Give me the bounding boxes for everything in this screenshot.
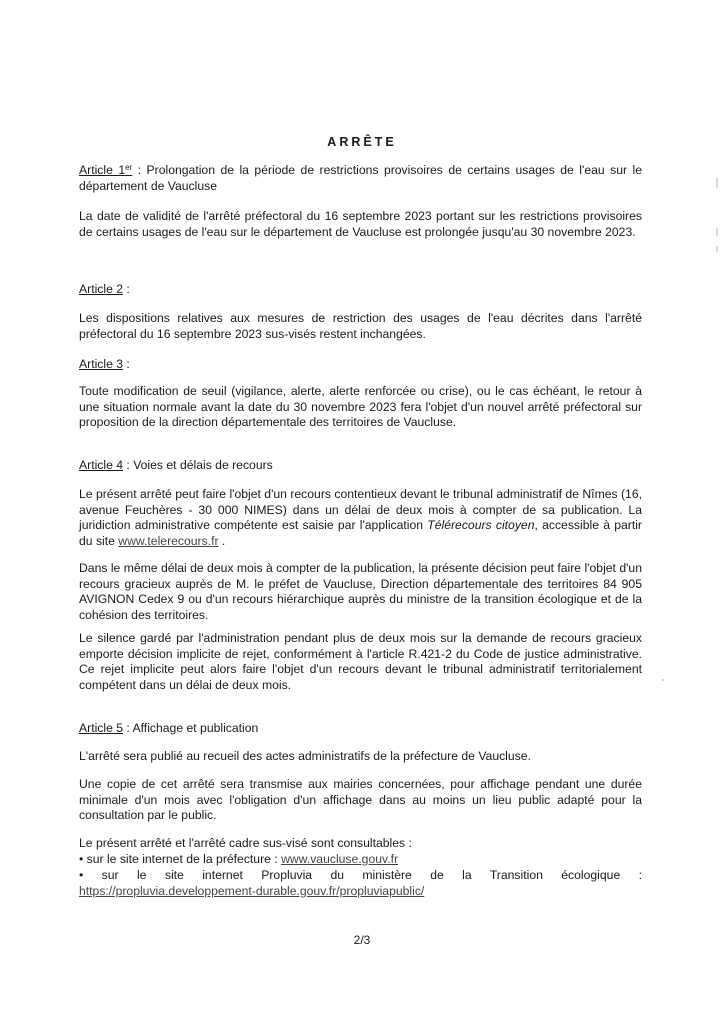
article-2-heading: Article 2 : [79, 282, 130, 296]
article-4-heading: Article 4 : Voies et délais de recours [79, 458, 273, 472]
article-5-paragraph-1: L'arrêté sera publié au recueil des actes administratifs de la préfecture de Vaucluse. [79, 749, 531, 763]
article-3-heading: Article 3 : [79, 357, 130, 371]
article-5-heading: Article 5 : Affichage et publication [79, 721, 259, 735]
article-1-label: Article 1er [79, 163, 133, 177]
article-4-paragraph-3: Le silence gardé par l'administration pendant plus de deux mois sur la demande de recours gracieux emporte décision implicite de rejet, conformément à l'article R.421-2 du Code de justice administrative. Ce rejet implicite peut alors faire l'objet d'un recours devant le tribunal administratif territorialement compétent dans un délai de deux mois. [79, 631, 642, 692]
scan-mark [716, 178, 718, 188]
scan-dot [662, 679, 664, 681]
article-2-body: Les dispositions relatives aux mesures de restriction des usages de l'eau décrites dans l'arrêté préfectoral du 16 septembre 2023 sus-visés restent inchangées. [79, 311, 642, 341]
bullet-propluvia: • sur le site internet Propluvia du ministère de la Transition écologique : https://propluvia.developpement-durable.gouv.fr/propluviapublic/ [79, 868, 642, 898]
article-3-label: Article 3 [79, 357, 124, 371]
page-title: ARRÊTE [327, 135, 397, 149]
vaucluse-gouv-link[interactable]: www.vaucluse.gouv.fr [281, 852, 399, 866]
page-number: 2/3 [353, 933, 371, 947]
scan-mark [716, 246, 718, 252]
propluvia-link[interactable]: https://propluvia.developpement-durable.gouv.fr/propluviapublic/ [79, 883, 425, 898]
article-4-label: Article 4 [79, 458, 124, 472]
article-4-paragraph-1: Le présent arrêté peut faire l'objet d'un recours contentieux devant le tribunal administratif de Nîmes (16, avenue Feuchères - 30 000 NIMES) dans un délai de deux mois à compter de sa publication. La juridiction administrative compétente est saisie par l'application Télérecours citoyen, accessible à partir du site www.telerecours.fr . [79, 487, 642, 548]
article-4-paragraph-2: Dans le même délai de deux mois à compter de la publication, la présente décision peut faire l'objet d'un recours gracieux auprès de M. le préfet de Vaucluse, Direction départementale des territoires 84 905 AVIGNON Cedex 9 ou d'un recours hiérarchique auprès du ministre de la transition écologique et de la cohésion des territoires. [79, 561, 642, 622]
article-5-paragraph-2: Une copie de cet arrêté sera transmise aux mairies concernées, pour affichage pendant une durée minimale d'un mois avec l'obligation d'un affichage dans au moins un lieu public adapté pour la consultation par le public. [79, 777, 642, 822]
article-2-label: Article 2 [79, 282, 124, 296]
article-3-body: Toute modification de seuil (vigilance, alerte, alerte renforcée ou crise), ou le cas échéant, le retour à une situation normale avant la date du 30 novembre 2023 fera l'objet d'un nouvel arrêté préfectoral sur proposition de la direction départementale des territoires de Vaucluse. [79, 384, 642, 429]
article-5-paragraph-3: Le présent arrêté et l'arrêté cadre sus-visé sont consultables : [79, 836, 412, 850]
scan-mark [716, 228, 718, 236]
bullet-prefecture: • sur le site internet de la préfecture : www.vaucluse.gouv.fr [79, 852, 399, 866]
article-1-heading: Article 1er : Prolongation de la période de restrictions provisoires de certains usages de l'eau sur le département de Vaucluse [79, 163, 642, 193]
article-5-label: Article 5 [79, 721, 124, 735]
article-1-body: La date de validité de l'arrêté préfectoral du 16 septembre 2023 portant sur les restrictions provisoires de certains usages de l'eau sur le département de Vaucluse est prolongée jusqu'au 30 novembre 2023. [79, 209, 642, 239]
telerecours-link[interactable]: www.telerecours.fr [118, 533, 219, 548]
